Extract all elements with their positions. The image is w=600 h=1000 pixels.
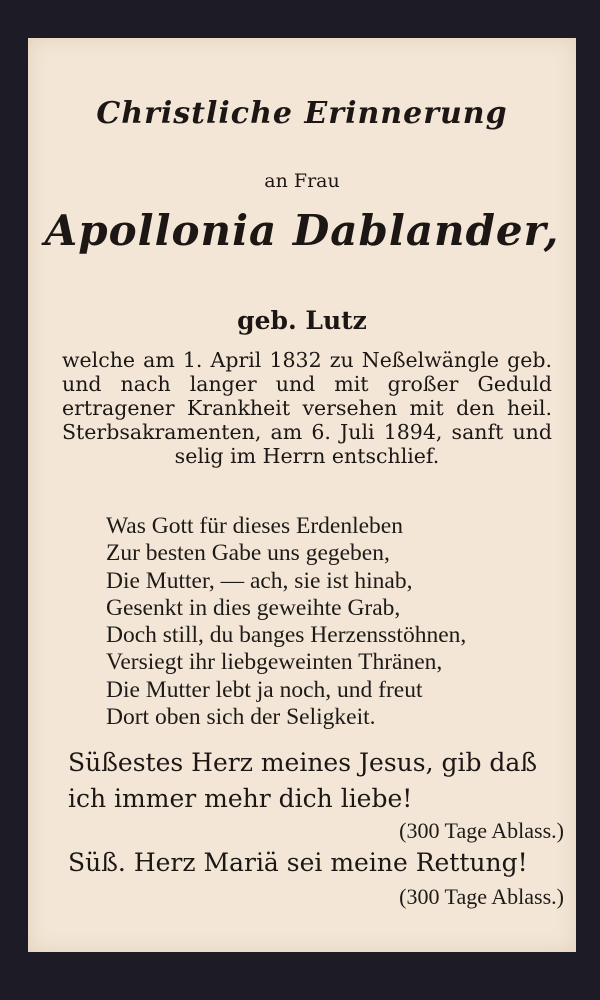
poem-line: Die Mutter, — ach, sie ist hinab, [106, 567, 413, 594]
poem-line: Was Gott für dieses Erdenleben [106, 513, 403, 539]
poem-line: Doch still, du banges Herzensstöhnen, [106, 622, 467, 649]
memorial-poem [106, 513, 546, 731]
poem-line: Gesenkt in dies geweihte Grab, [106, 594, 401, 621]
poem-line: Die Mutter lebt ja noch, und freut [106, 676, 423, 703]
maiden-name: geb. Lutz [237, 306, 367, 335]
prayer-sacred-heart-line-1: Süßestes Herz meines Jesus, gib daß [68, 748, 538, 777]
dedication-line: an Frau [264, 170, 340, 192]
poem-line: Dort oben sich der Seligkeit. [106, 704, 376, 731]
memorial-card [28, 38, 576, 952]
prayer-heart-of-mary: Süß. Herz Mariä sei meine Rettung! [68, 848, 528, 877]
indulgence-note-2: (300 Tage Ablass.) [399, 884, 564, 909]
biography-text: welche am 1. April 1832 zu Neßelwängle geb. und nach langer und mit großer Geduld ertragener Krankheit versehen mit den heil. Sterbsakramenten, am 6. Juli 1894, sanft und selig im Herrn entschlief. [62, 348, 552, 468]
poem-line: Zur besten Gabe uns gegeben, [106, 540, 390, 567]
poem-line: Versiegt ihr liebgeweinten Thränen, [106, 649, 443, 676]
prayer-sacred-heart-line-2: ich immer mehr dich liebe! [68, 784, 413, 813]
indulgence-note-1: (300 Tage Ablass.) [399, 818, 564, 843]
deceased-name: Apollonia Dablander, [44, 206, 560, 255]
card-heading: Christliche Erinnerung [96, 96, 508, 131]
